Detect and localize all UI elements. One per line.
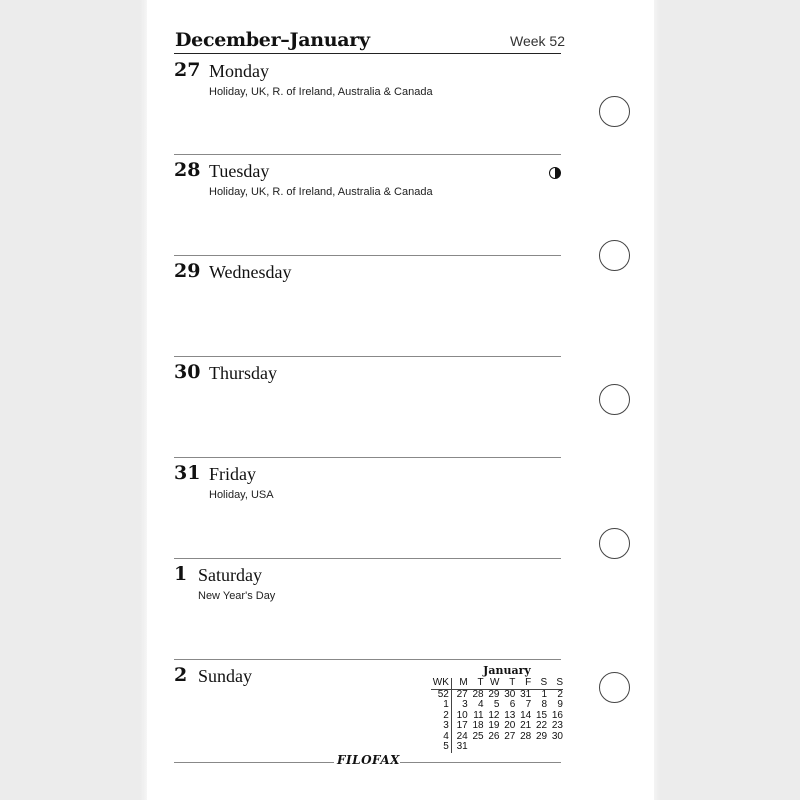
calendar-day: 12	[488, 709, 500, 721]
weekday-header: S	[556, 677, 563, 688]
binder-hole	[599, 96, 630, 127]
day-divider	[174, 659, 561, 660]
mini-calendar	[431, 664, 563, 753]
calendar-day: 24	[456, 730, 468, 742]
day-name: Tuesday	[209, 161, 270, 181]
calendar-day: 17	[456, 720, 468, 731]
day-entry-tuesday[interactable]	[174, 159, 561, 256]
calendar-day: 11	[473, 709, 484, 721]
calendar-day	[468, 742, 484, 753]
day-number: 29	[174, 260, 201, 282]
day-note: Holiday, USA	[209, 489, 274, 501]
calendar-day: 21	[520, 720, 532, 731]
day-divider	[174, 558, 561, 559]
day-divider	[174, 154, 561, 155]
calendar-day: 13	[504, 709, 516, 721]
day-number: 31	[174, 462, 201, 484]
calendar-day: 28	[472, 688, 484, 700]
calendar-day: 5	[493, 699, 500, 710]
half-moon-icon	[549, 167, 561, 179]
day-number: 1	[174, 563, 188, 585]
calendar-day: 28	[520, 730, 532, 742]
calendar-day: 25	[472, 730, 484, 742]
mini-calendar-week-row	[431, 732, 563, 743]
calendar-day: 2	[557, 688, 563, 700]
calendar-day: 9	[557, 699, 563, 710]
mini-calendar-week-row	[431, 721, 563, 732]
calendar-day: 7	[525, 699, 532, 710]
calendar-day	[531, 742, 547, 753]
calendar-day: 6	[509, 699, 516, 710]
weekday-header: S	[540, 677, 548, 688]
mini-calendar-title: January	[483, 664, 531, 677]
week-number: 4	[431, 732, 452, 743]
mini-calendar-header	[431, 678, 563, 690]
weekday-header: M	[459, 677, 468, 688]
day-number: 2	[174, 664, 188, 686]
calendar-day	[484, 742, 500, 753]
day-name: Saturday	[198, 565, 262, 585]
calendar-day: 29	[488, 688, 500, 700]
calendar-day: 30	[504, 688, 516, 700]
day-divider	[174, 356, 561, 357]
day-name: Wednesday	[209, 262, 292, 282]
day-entry-monday[interactable]	[174, 59, 561, 155]
calendar-day: 16	[551, 709, 563, 721]
calendar-day: 26	[488, 730, 500, 742]
footer-divider-left	[174, 762, 334, 763]
binder-hole	[599, 672, 630, 703]
calendar-day: 20	[504, 720, 516, 731]
day-name: Friday	[209, 464, 256, 484]
calendar-day: 22	[535, 720, 548, 731]
weekday-header: T	[509, 677, 516, 688]
calendar-day: 3	[462, 699, 468, 710]
day-note: New Year's Day	[198, 590, 276, 602]
week-number: 3	[431, 721, 452, 732]
calendar-day	[515, 742, 531, 753]
week-label: Week 52	[510, 33, 565, 49]
day-name: Monday	[209, 61, 269, 81]
week-number: 52	[431, 690, 452, 701]
day-number: 27	[174, 59, 201, 81]
day-name: Sunday	[198, 666, 252, 686]
day-number: 28	[174, 159, 201, 181]
weekday-header: W	[490, 677, 500, 688]
calendar-day	[499, 742, 515, 753]
weekday-header: F	[525, 677, 532, 688]
calendar-day: 15	[535, 709, 548, 721]
calendar-day: 10	[456, 709, 468, 721]
binder-hole	[599, 384, 630, 415]
calendar-day: 8	[541, 699, 548, 710]
calendar-day: 23	[551, 720, 563, 731]
weekday-header: T	[477, 677, 484, 688]
day-entry-wednesday[interactable]	[174, 260, 561, 357]
week-column-header: WK	[431, 678, 452, 689]
day-divider	[174, 255, 561, 256]
mini-calendar-week-row	[431, 700, 563, 711]
calendar-day: 27	[504, 730, 516, 742]
calendar-day: 19	[488, 720, 500, 731]
day-entry-thursday[interactable]	[174, 361, 561, 458]
calendar-day: 31	[456, 741, 468, 752]
day-note: Holiday, UK, R. of Ireland, Australia & Canada	[209, 186, 433, 198]
calendar-day: 29	[535, 730, 548, 742]
day-note: Holiday, UK, R. of Ireland, Australia & Canada	[209, 86, 433, 98]
page-title: December–January	[175, 29, 370, 51]
binder-hole	[599, 240, 630, 271]
brand-logo: FILOFAX	[337, 753, 400, 767]
calendar-day	[547, 742, 563, 753]
calendar-day: 14	[520, 709, 532, 721]
day-divider	[174, 457, 561, 458]
footer-divider-right	[400, 762, 561, 763]
day-name: Thursday	[209, 363, 277, 383]
calendar-day: 30	[551, 730, 563, 742]
mini-calendar-week-row	[431, 742, 563, 753]
week-number: 5	[431, 742, 452, 753]
binder-hole	[599, 528, 630, 559]
calendar-day: 27	[456, 688, 468, 700]
day-entry-saturday[interactable]	[174, 563, 561, 660]
day-entry-friday[interactable]	[174, 462, 561, 559]
header-divider	[174, 53, 561, 54]
calendar-day: 1	[541, 688, 548, 700]
week-number: 1	[431, 700, 452, 711]
calendar-day: 31	[520, 688, 532, 700]
calendar-day: 4	[478, 699, 484, 710]
week-number: 2	[431, 711, 452, 722]
calendar-day: 18	[472, 720, 484, 731]
day-number: 30	[174, 361, 201, 383]
